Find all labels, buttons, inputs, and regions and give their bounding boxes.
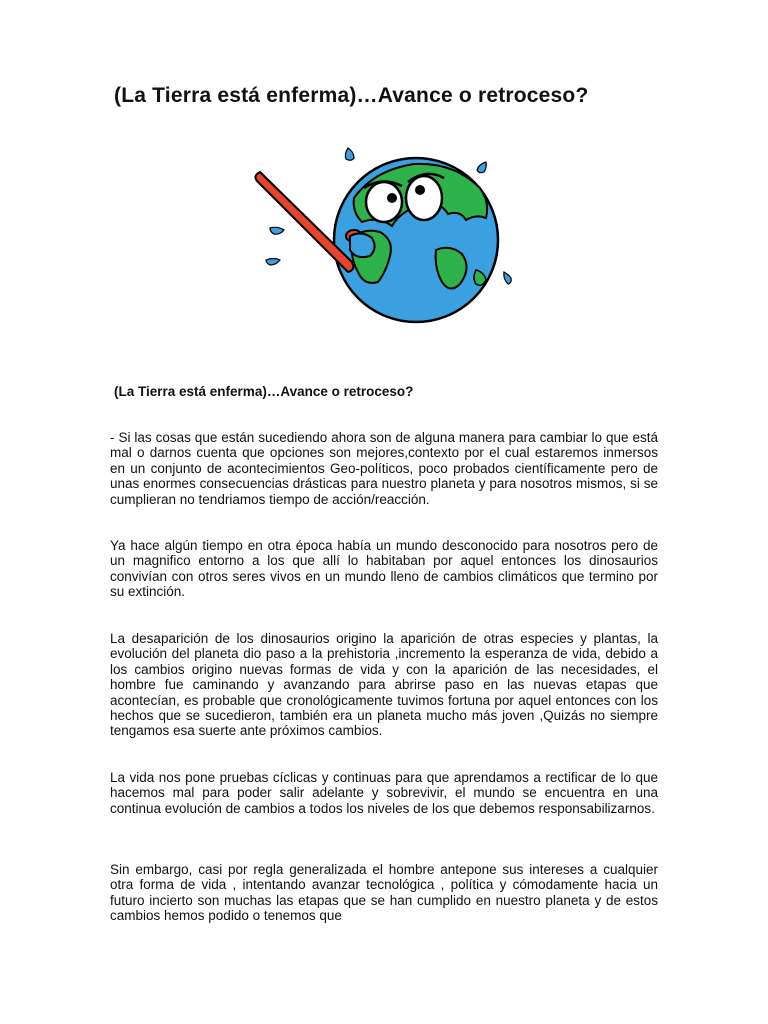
document-title: (La Tierra está enferma)…Avance o retroceso? (114, 84, 589, 107)
sick-earth-thermometer-icon (250, 140, 530, 340)
paragraph-5: Sin embargo, casi por regla generalizada el hombre antepone sus intereses a cualquier otra forma de vida , intentando avanzar tecnológica , política y cómodamente hacia un futuro incierto son muchas las etapas que se han cumplido en nuestro planeta y de estos cambios hemos podido o tenemos que (110, 862, 658, 924)
paragraph-2: Ya hace algún tiempo en otra época había un mundo desconocido para nosotros pero de un magnifico entorno a los que allí lo habitaban por aquel entonces los dinosaurios convivían con otros seres vivos en un mundo lleno de cambios climáticos que termino por su extinción. (110, 538, 658, 600)
document-subtitle: (La Tierra está enferma)…Avance o retroceso? (114, 384, 414, 399)
paragraph-4: La vida nos pone pruebas cíclicas y continuas para que aprendamos a rectificar de lo que hacemos mal para poder salir adelante y sobrevivir, el mundo se encuentra en una continua evolución de cambios a todos los niveles de los que debemos responsabilizarnos. (110, 770, 658, 816)
paragraph-1: - Si las cosas que están sucediendo ahora son de alguna manera para cambiar lo que está mal o darnos cuenta que opciones son mejores,contexto por el cual estaremos inmersos en un conjunto de acontecimientos Geo-políticos, poco probados científicamente pero de unas enormes consecuencias drásticas para nuestro planeta y para nosotros mismos, si se cumplieran no tendriamos tiempo de acción/reacción. (110, 430, 658, 507)
sick-earth-illustration (250, 140, 530, 340)
paragraph-3: La desaparición de los dinosaurios origino la aparición de otras especies y plantas, la evolución del planeta dio paso a la prehistoria ,incremento la esperanza de vida, debido a los cambios origino nuevas formas de vida y con la aparición de las necesidades, el hombre fue caminando y avanzando para abrirse paso en las nuevas etapas que acontecían, es probable que cronológicamente tuvimos fortuna por aquel entonces con los hechos que se sucedieron, también era un planeta mucho más joven ,Quizás no siempre tengamos esa suerte ante próximos cambios. (110, 631, 658, 739)
